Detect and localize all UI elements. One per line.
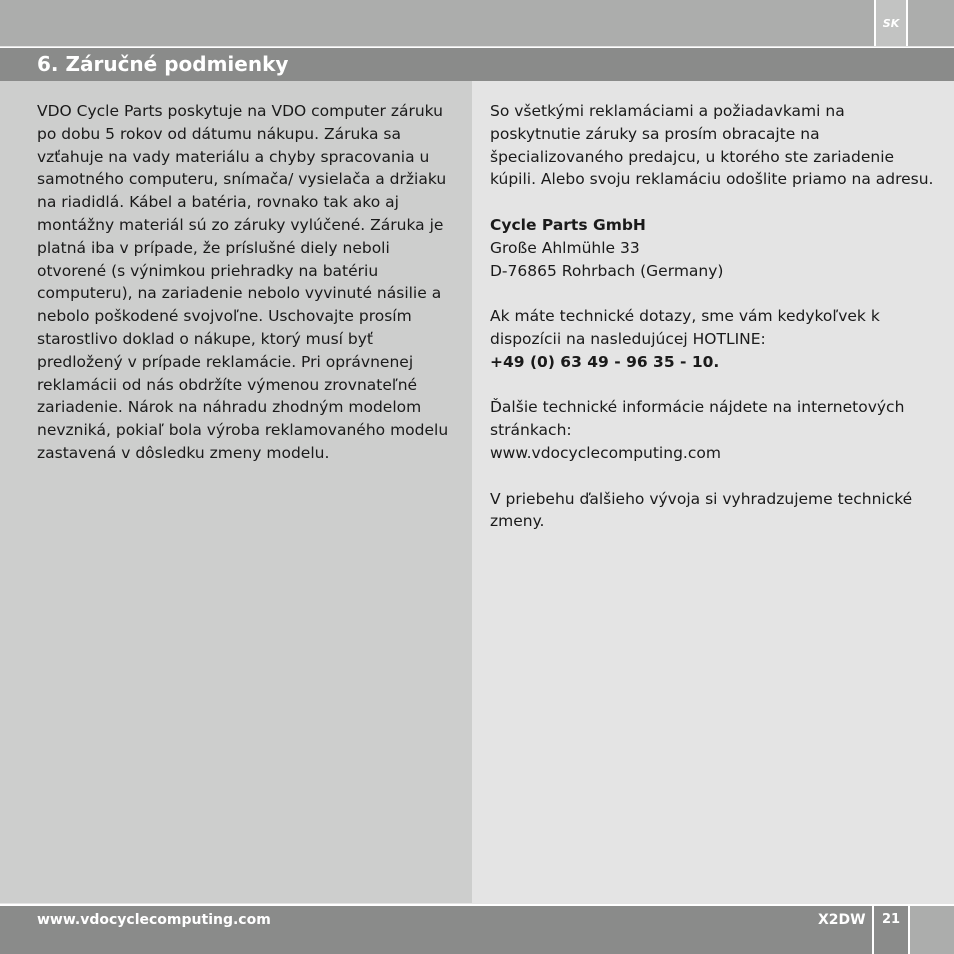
top-band — [0, 0, 954, 46]
left-column — [0, 81, 472, 903]
right-column — [472, 81, 954, 903]
hotline-number: +49 (0) 63 49 - 96 35 - 10. — [490, 352, 720, 371]
website-link[interactable]: www.vdocyclecomputing.com — [490, 443, 721, 462]
language-tag: SK — [874, 0, 908, 46]
company-name: Cycle Parts GmbH — [490, 215, 646, 234]
footer-tail — [910, 906, 954, 954]
page-number: 21 — [881, 912, 901, 927]
footer-model: X2DW — [818, 912, 866, 928]
closing-note: V priebehu ďalšieho vývoja si vyhradzujeme technické zmeny. — [490, 489, 913, 531]
footer — [0, 904, 954, 954]
address-city: D-76865 Rohrbach (Germany) — [490, 261, 724, 280]
hotline-text: Ak máte technické dotazy, sme vám kedykoľvek k dispozícii na nasledujúcej HOTLINE: — [490, 307, 880, 348]
contact-block — [490, 100, 940, 556]
section-title-bar — [0, 47, 954, 81]
warranty-paragraph: VDO Cycle Parts poskytuje na VDO computer záruku po dobu 5 rokov od dátumu nákupu. Záruka sa vzťahuje na vady materiálu a chyby spracovania u samotného computeru, snímača/ vysielača a držiaku na riadidlá. Kábel a batéria, rovnako tak ako aj montážny materiál sú zo záruky vylúčené. Záruka je platná iba v prípade, že príslušné diely neboli otvorené (s výnimkou priehradky na batériu computeru), na zariadenie nebolo vyvinuté násilie a nebolo poškodené svojvoľne. Uschovajte prosím starostlivo doklad o nákupe, ktorý musí byť predložený v prípade reklamácie. Pri oprávnenej reklamácii od nás obdržíte výmenou zrovnateľné zariadenie. Nárok na náhradu zhodným modelom nevzniká, pokiaľ bola výroba reklamovaného modelu zastavená v dôsledku zmeny modelu. — [37, 102, 449, 462]
info-block — [490, 396, 940, 464]
section-title: 6. Záručné podmienky — [37, 52, 289, 76]
info-text: Ďalšie technické informácie nájdete na internetových stránkach: — [490, 398, 905, 440]
address-street: Große Ahlmühle 33 — [490, 238, 640, 257]
hotline-block — [490, 305, 940, 373]
address-block — [490, 214, 940, 282]
footer-url[interactable]: www.vdocyclecomputing.com — [37, 912, 271, 928]
claims-intro: So všetkými reklamáciami a požiadavkami na poskytnutie záruky sa prosím obracajte na špecializovaného predajcu, u ktorého ste zariadenie kúpili. Alebo svoju reklamáciu odošlite priamo na adresu. — [490, 102, 934, 189]
